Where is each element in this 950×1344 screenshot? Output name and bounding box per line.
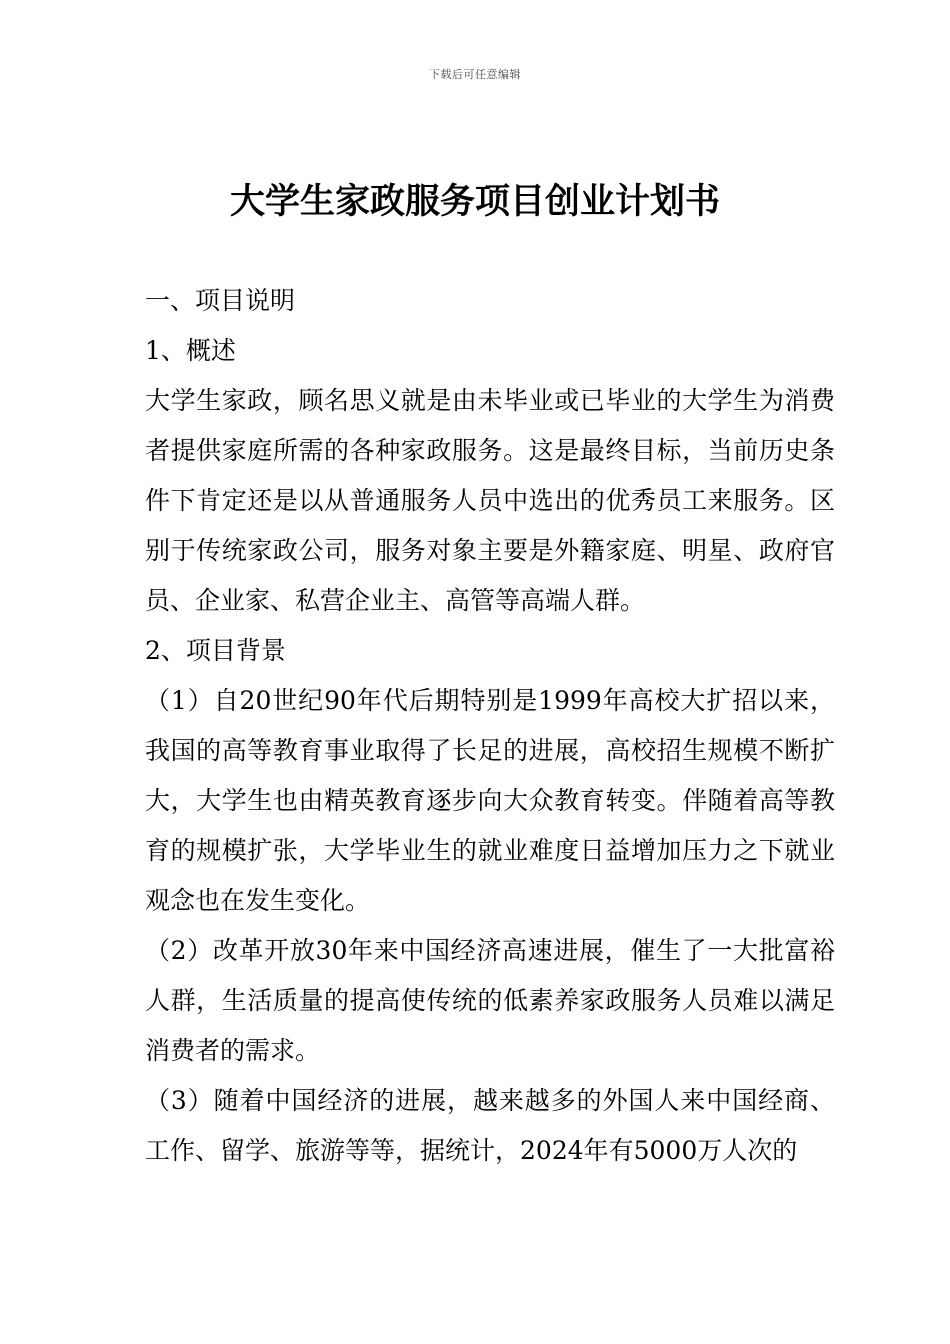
background-paragraph-1: （1）自20世纪90年代后期特别是1999年高校大扩招以来，我国的高等教育事业取得了长足的进展，高校招生规模不断扩大，大学生也由精英教育逐步向大众教育转变。伴随着高等教育的规模扩张，大学毕业生的就业难度日益增加压力之下就业观念也在发生变化。 — [145, 686, 835, 915]
page-header: 下载后可任意编辑 — [429, 68, 521, 81]
background-paragraph-2: （2）改革开放30年来中国经济高速进展，催生了一大批富裕人群，生活质量的提高使传统的低素养家政服务人员难以满足消费者的需求。 — [145, 936, 835, 1065]
background-paragraph-3: （3）随着中国经济的进展，越来越多的外国人来中国经商、工作、留学、旅游等等，据统计，2024年有5000万人次的 — [145, 1086, 835, 1165]
document-title: 大学生家政服务项目创业计划书 — [229, 182, 720, 222]
subsection-heading-background: 2、项目背景 — [145, 636, 286, 665]
section-heading-project-description: 一、项目说明 — [145, 286, 296, 315]
subsection-heading-overview: 1、概述 — [145, 336, 236, 365]
overview-paragraph: 大学生家政，顾名思义就是由未毕业或已毕业的大学生为消费者提供家庭所需的各种家政服务。这是最终目标，当前历史条件下肯定还是以从普通服务人员中选出的优秀员工来服务。区别于传统家政公司，服务对象主要是外籍家庭、明星、政府官员、企业家、私营企业主、高管等高端人群。 — [145, 386, 835, 615]
document-body — [145, 276, 835, 1176]
